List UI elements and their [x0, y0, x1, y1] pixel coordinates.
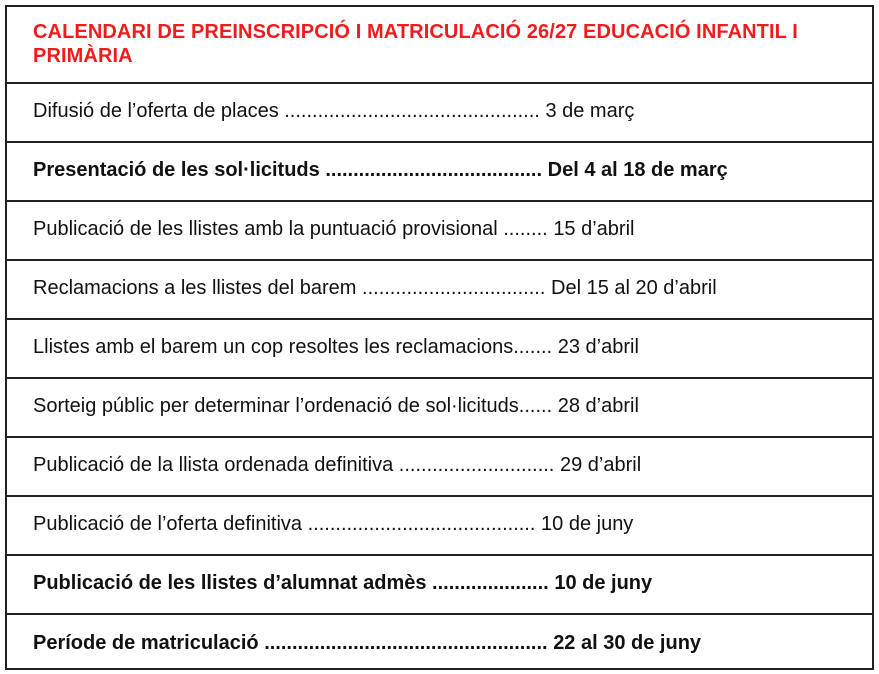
calendar-row-llistes-resoltes [7, 320, 872, 379]
row-date: 22 al 30 de juny [553, 631, 702, 654]
row-date: 28 d’abril [557, 394, 639, 417]
calendar-header [7, 7, 872, 84]
row-date: Del 15 al 20 d’abril [551, 276, 717, 299]
row-label: Publicació de les llistes amb la puntuació provisional ........ [33, 217, 548, 240]
row-label: Sorteig públic per determinar l’ordenació de sol·licituds...... [33, 394, 553, 417]
row-date: 29 d’abril [559, 453, 642, 476]
row-date: 10 de juny [541, 512, 634, 535]
row-date: 3 de març [545, 99, 635, 122]
row-label: Publicació de les llistes d’alumnat admès ..................... [33, 571, 549, 594]
calendar-row-alumnat-admes [7, 556, 872, 615]
row-label: Reclamacions a les llistes del barem ................................. [33, 276, 546, 299]
calendar-row-oferta-definitiva [7, 497, 872, 556]
row-date: Del 4 al 18 de març [547, 158, 728, 181]
calendar-title: CALENDARI DE PREINSCRIPCIÓ I MATRICULACIÓ 26/27 EDUCACIÓ INFANTIL I PRIMÀRIA [33, 21, 798, 67]
calendar-row-presentacio-sollicituds [7, 143, 872, 202]
row-date: 23 d’abril [557, 335, 639, 358]
calendar-row-sorteig [7, 379, 872, 438]
row-label: Període de matriculació ................................................... [33, 631, 548, 654]
row-label: Publicació de l’oferta definitiva ......................................... [33, 512, 536, 535]
row-label: Llistes amb el barem un cop resoltes les reclamacions....... [33, 335, 553, 358]
calendar-table [5, 5, 874, 670]
calendar-row-puntuacio-provisional [7, 202, 872, 261]
calendar-row-difusio-oferta [7, 84, 872, 143]
row-label: Publicació de la llista ordenada definitiva ............................ [33, 453, 555, 476]
row-label: Difusió de l’oferta de places .............................................. [33, 99, 540, 122]
calendar-row-llista-ordenada [7, 438, 872, 497]
calendar-row-matriculacio [7, 615, 872, 674]
row-date: 15 d’abril [553, 217, 635, 240]
calendar-row-reclamacions [7, 261, 872, 320]
row-label: Presentació de les sol·licituds ....................................... [33, 158, 543, 181]
row-date: 10 de juny [554, 571, 653, 594]
